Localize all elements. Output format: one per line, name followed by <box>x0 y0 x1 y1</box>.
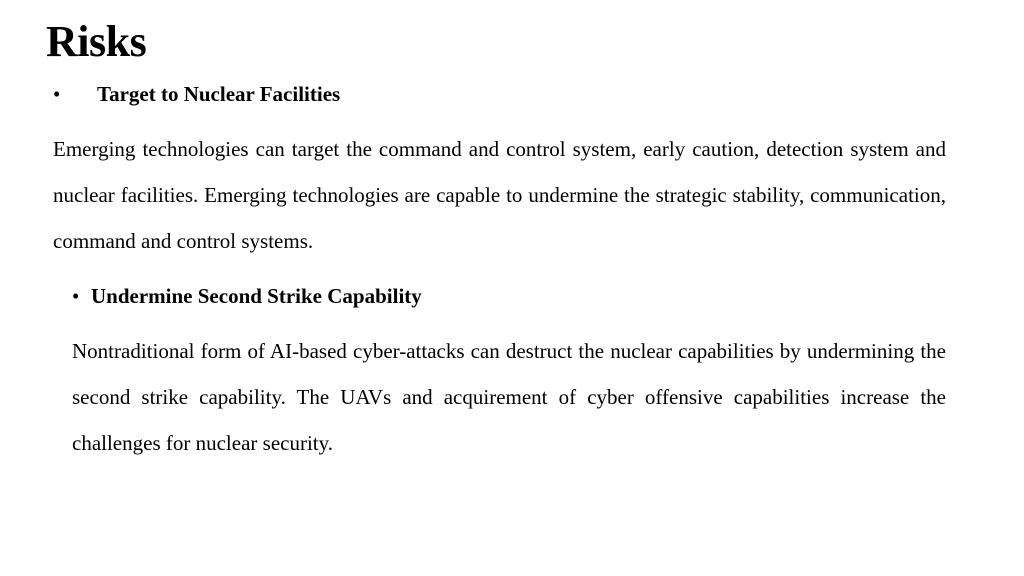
section-body-target-nuclear-facilities: Emerging technologies can target the command and control system, early caution, detection system and nuclear facilities. Emerging technologies are capable to undermine the strategic stability, communication, command and control systems. <box>53 137 946 253</box>
section-heading-text: Target to Nuclear Facilities <box>97 82 341 106</box>
section-heading-second-strike <box>72 282 422 310</box>
bullet-icon: • <box>72 284 80 308</box>
bullet-icon: • <box>53 82 61 106</box>
section-heading-target-nuclear-facilities <box>53 80 340 108</box>
slide-title: Risks <box>46 17 147 66</box>
section-body-second-strike: Nontraditional form of AI-based cyber-attacks can destruct the nuclear capabilities by undermining the second strike capability. The UAVs and acquirement of cyber offensive capabilities increase the challenges for nuclear security. <box>72 339 946 455</box>
section-heading-text: Undermine Second Strike Capability <box>91 284 422 308</box>
